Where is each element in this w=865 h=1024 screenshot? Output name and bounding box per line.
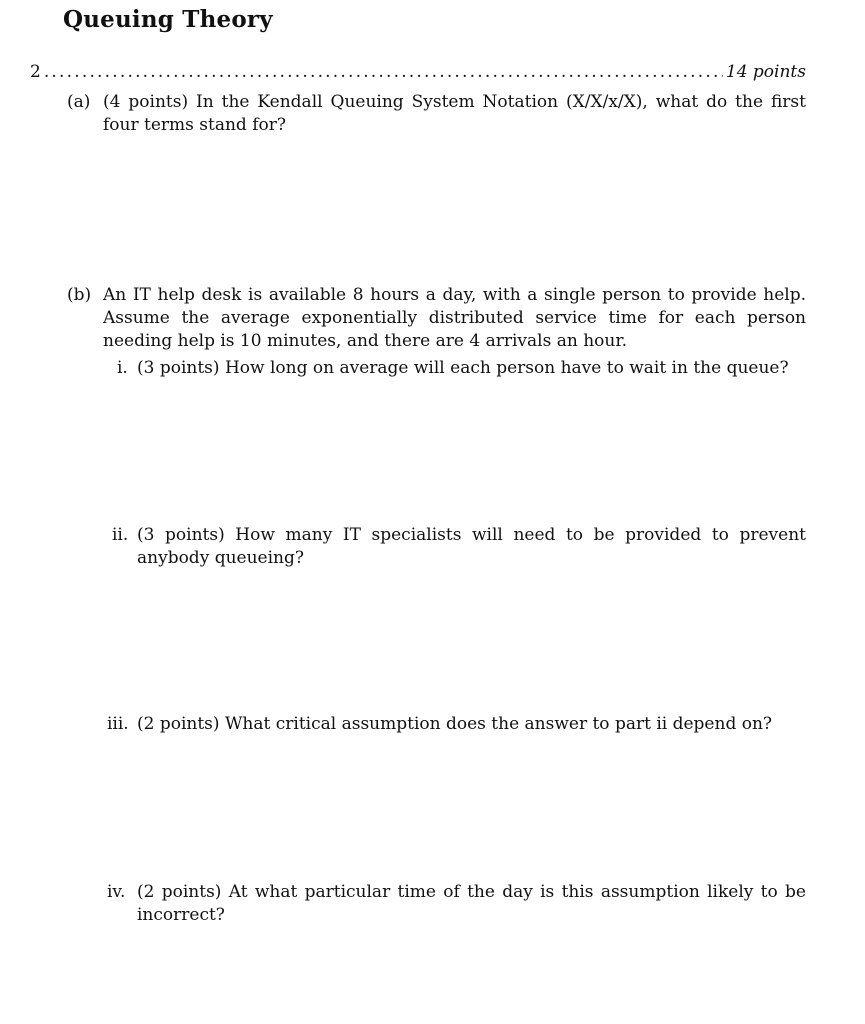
part-a-text: (4 points) In the Kendall Queuing System Notation (X/X/x/X), what do the first four terms stand for? — [103, 92, 806, 135]
subpart-i — [117, 357, 806, 380]
subpart-iii — [107, 713, 806, 736]
part-b-text: An IT help desk is available 8 hours a day, with a single person to provide help. Assume the average exponentially distributed service time for each person needing help is 10 minutes, and there are 4 arrivals an hour. — [103, 285, 806, 351]
subpart-iv-label: iv. — [107, 882, 126, 902]
subpart-i-label: i. — [117, 358, 128, 378]
subpart-iii-text: (2 points) What critical assumption does the answer to part ii depend on? — [137, 714, 773, 734]
part-a — [67, 91, 806, 137]
subpart-iv — [107, 881, 806, 927]
subpart-ii-label: ii. — [112, 525, 129, 545]
subpart-iii-label: iii. — [107, 714, 129, 734]
part-a-label: (a) — [67, 92, 91, 112]
question-header — [30, 62, 806, 82]
question-number: 2 — [30, 62, 41, 82]
leader-dots — [44, 62, 723, 82]
part-b — [67, 284, 806, 353]
subpart-ii-text: (3 points) How many IT specialists will need to be provided to prevent anybody queueing? — [137, 525, 806, 568]
section-title: Queuing Theory — [63, 6, 273, 33]
subpart-iv-text: (2 points) At what particular time of the day is this assumption likely to be incorrect? — [137, 882, 806, 925]
subpart-ii — [112, 524, 806, 570]
part-b-label: (b) — [67, 285, 92, 305]
question-points: 14 points — [725, 62, 806, 82]
subpart-i-text: (3 points) How long on average will each person have to wait in the queue? — [137, 358, 789, 378]
